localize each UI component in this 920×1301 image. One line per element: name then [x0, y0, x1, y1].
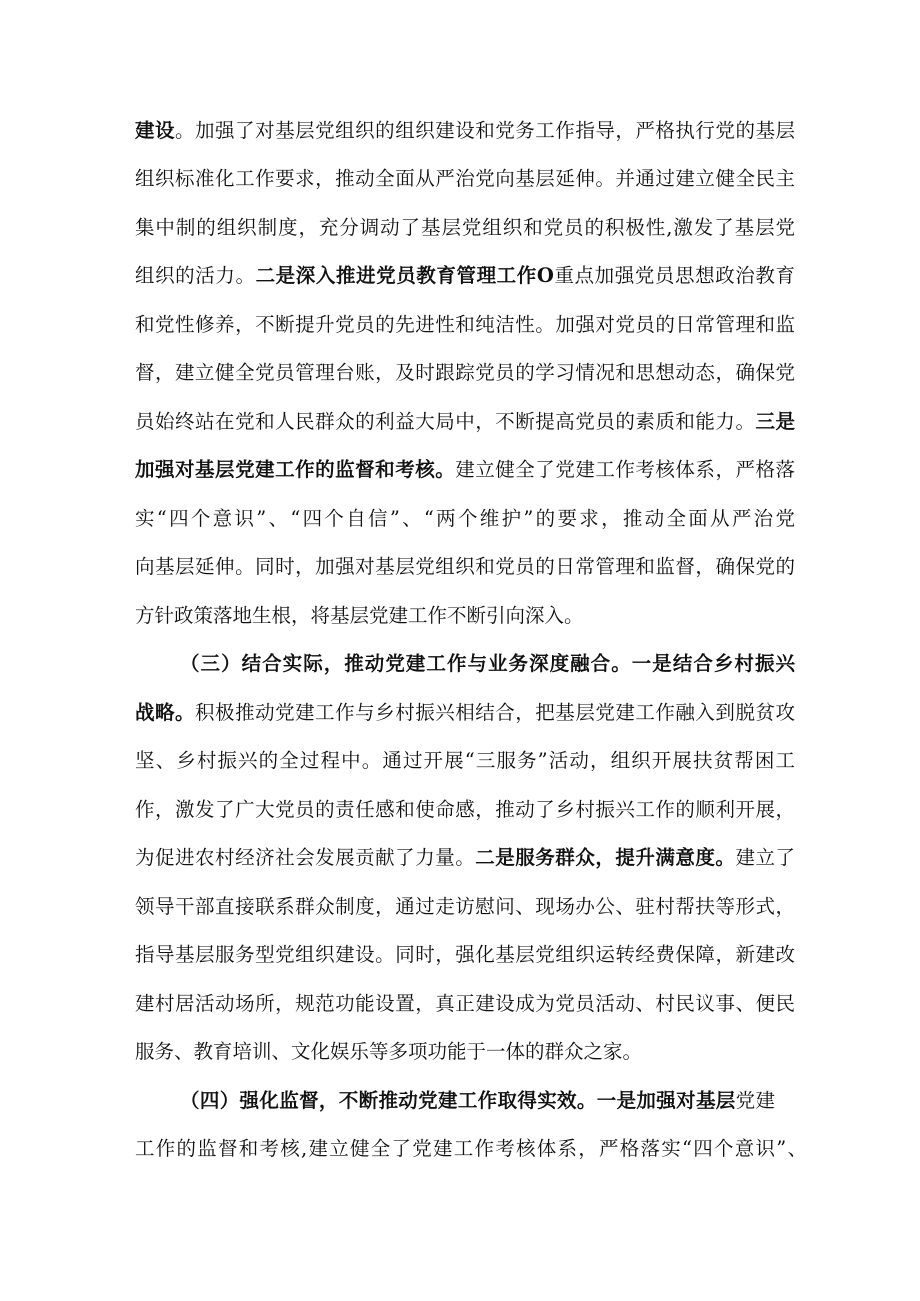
text-line: 组织标准化工作要求，推动全面从严治党向基层延伸。并通过建立健全民主	[135, 167, 795, 190]
section-heading-4: （四）强化监督，不断推动党建工作取得实效。一是加强对基层党建	[180, 1089, 775, 1112]
text-line: 领导干部直接联系群众制度，通过走访慰问、现场办公、驻村帮扶等形式，	[135, 895, 795, 918]
text-line: 作，激发了广大党员的责任感和使命感，推动了乡村振兴工作的顺利开展，	[135, 798, 795, 821]
text-line: 加强对基层党建工作的监督和考核。建立健全了党建工作考核体系，严格落	[135, 458, 795, 481]
text-line: 建村居活动场所，规范功能设置，真正建设成为党员活动、村民议事、便民	[135, 992, 795, 1015]
text-line: 为促进农村经济社会发展贡献了力量。二是服务群众，提升满意度。建立了	[135, 846, 795, 869]
text-line: 向基层延伸。同时，加强对基层党组织和党员的日常管理和监督，确保党的	[135, 555, 795, 578]
text-line: 和党性修养，不断提升党员的先进性和纯洁性。加强对党员的日常管理和监	[135, 313, 795, 336]
text-line: 战略。积极推动党建工作与乡村振兴相结合，把基层党建工作融入到脱贫攻	[135, 701, 795, 724]
paragraph-end-line: 服务、教育培训、文化娱乐等多项功能于一体的群众之家。	[135, 1040, 643, 1063]
text-line: 组织的活力。二是深入推进党员教育管理工作O重点加强党员思想政治教育	[135, 264, 795, 287]
text-line: 督，建立健全党员管理台账，及时跟踪党员的学习情况和思想动态，确保党	[135, 361, 795, 384]
text-line: 实“四个意识”、“四个自信”、“两个维护”的要求，推动全面从严治党	[135, 507, 795, 530]
text-line: 员始终站在党和人民群众的利益大局中，不断提高党员的素质和能力。三是	[135, 410, 795, 433]
text-line: 指导基层服务型党组织建设。同时，强化基层党组织运转经费保障，新建改	[135, 943, 795, 966]
paragraph-end-line: 方针政策落地生根，将基层党建工作不断引向深入。	[135, 604, 584, 627]
text-line: 建设。加强了对基层党组织的组织建设和党务工作指导，严格执行党的基层	[135, 119, 795, 142]
text-line: 工作的监督和考核,建立健全了党建工作考核体系，严格落实“四个意识”、	[135, 1137, 807, 1160]
text-line: 坚、乡村振兴的全过程中。通过开展“三服务”活动，组织开展扶贫帮困工	[135, 749, 795, 772]
text-line: 集中制的组织制度，充分调动了基层党组织和党员的积极性,激发了基层党	[135, 216, 795, 239]
section-heading-3: （三）结合实际，推动党建工作与业务深度融合。一是结合乡村振兴	[180, 652, 795, 675]
